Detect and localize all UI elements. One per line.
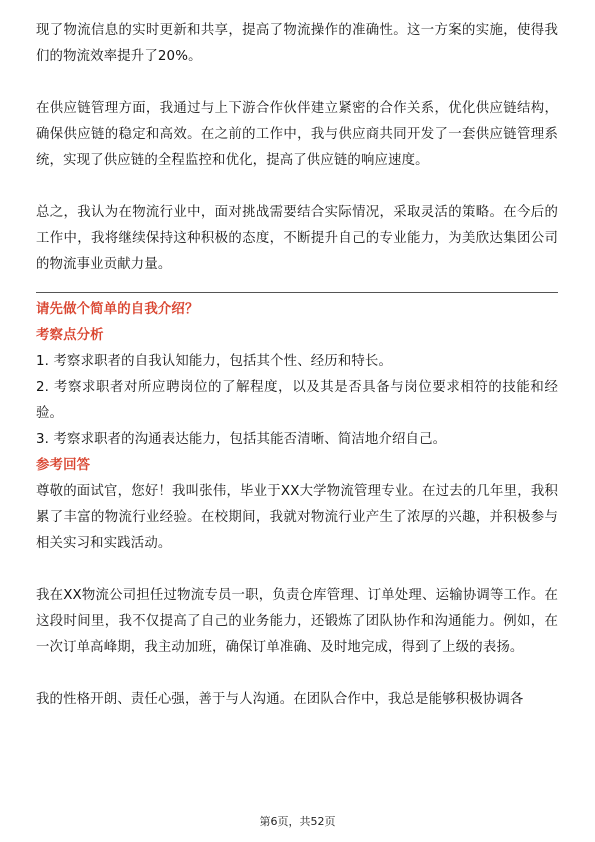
answer-heading: 参考回答 (36, 458, 91, 473)
document-page (36, 18, 558, 713)
question-title: 请先做个简单的自我介绍？ (36, 302, 199, 317)
paragraph-supply-chain: 在供应链管理方面，我通过与上下游合作伙伴建立紧密的合作关系，优化供应链结构，确保供应链的稳定和高效。在之前的工作中，我与供应商共同开发了一套供应链管理系统，实现了供应链的全程监控和优化，提高了供应链的响应速度。 (36, 101, 558, 168)
paragraph-efficiency: 现了物流信息的实时更新和共享，提高了物流操作的准确性。这一方案的实施，使得我们的物流效率提升了20%。 (36, 23, 558, 64)
page-number: 第6页，共52页 (259, 815, 336, 828)
spacer (36, 70, 558, 96)
analysis-item: 2. 考察求职者对所应聘岗位的了解程度，以及其是否具备与岗位要求相符的技能和经验。 (36, 380, 558, 421)
spacer (36, 661, 558, 687)
answer-paragraph: 尊敬的面试官，您好！我叫张伟，毕业于XX大学物流管理专业。在过去的几年里，我积累了丰富的物流行业经验。在校期间，我就对物流行业产生了浓厚的兴趣，并积极参与相关实习和实践活动。 (36, 484, 558, 551)
spacer (36, 557, 558, 583)
analysis-heading: 考察点分析 (36, 328, 104, 343)
spacer (36, 174, 558, 200)
answer-paragraph: 我在XX物流公司担任过物流专员一职，负责仓库管理、订单处理、运输协调等工作。在这段时间里，我不仅提高了自己的业务能力，还锻炼了团队协作和沟通能力。例如，在一次订单高峰期，我主动加班，确保订单准确、及时地完成，得到了上级的表扬。 (36, 588, 558, 655)
answer-paragraph: 我的性格开朗、责任心强，善于与人沟通。在团队合作中，我总是能够积极协调各 (36, 692, 524, 707)
analysis-item: 1. 考察求职者的自我认知能力，包括其个性、经历和特长。 (36, 354, 392, 369)
paragraph-summary: 总之，我认为在物流行业中，面对挑战需要结合实际情况，采取灵活的策略。在今后的工作中，我将继续保持这种积极的态度，不断提升自己的专业能力，为美欣达集团公司的物流事业贡献力量。 (36, 205, 558, 272)
analysis-item: 3. 考察求职者的沟通表达能力，包括其能否清晰、简洁地介绍自己。 (36, 432, 447, 447)
spacer (36, 278, 558, 292)
